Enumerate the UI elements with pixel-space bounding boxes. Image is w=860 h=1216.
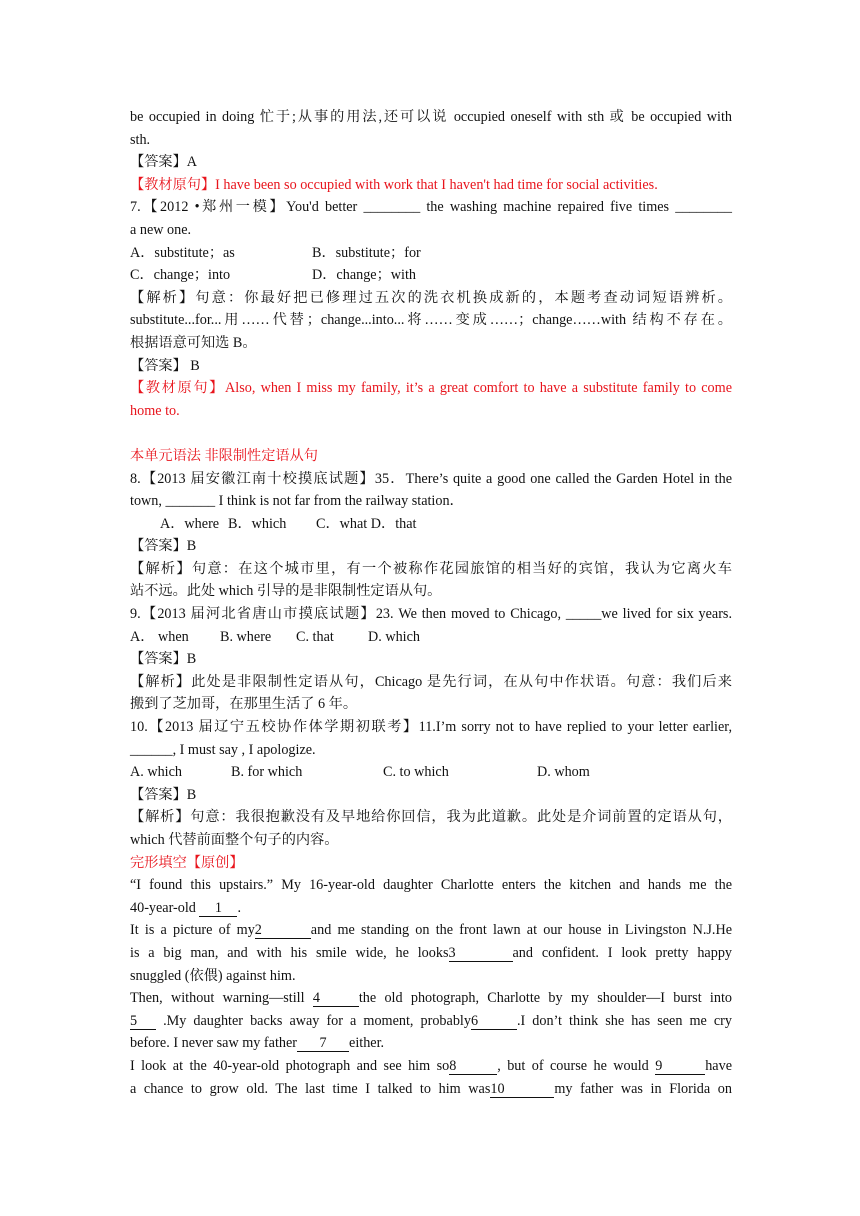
q8-options xyxy=(130,513,732,536)
cloze-text: . xyxy=(237,899,241,916)
section-heading: 完形填空【原创】 xyxy=(130,854,244,871)
question-7-cont: a new one. xyxy=(130,221,192,238)
option-a: A． when xyxy=(130,628,189,645)
option-c: C．change；into xyxy=(130,267,231,284)
question-8-cont: town, _______ I think is not far from the railway station． xyxy=(130,493,464,510)
cloze-blank: 10 xyxy=(490,1081,554,1098)
blank-line xyxy=(130,422,732,445)
cloze-line xyxy=(130,1055,732,1078)
cloze-line xyxy=(130,919,732,942)
analysis-line: 根据语意可知选 B。 xyxy=(130,334,257,351)
cloze-line xyxy=(130,965,732,988)
section-heading: 本单元语法 非限制性定语从句 xyxy=(130,447,318,464)
answer-line: 【答案】A xyxy=(130,154,197,171)
analysis-line: 【解析】句意：在这个城市里，有一个被称作花园旅馆的相当好的宾馆，我认为它离火车 xyxy=(130,560,732,577)
option-a: A. which xyxy=(130,764,183,781)
analysis-line: which 代替前面整个句子的内容。 xyxy=(130,832,339,848)
option-b: B．substitute；for xyxy=(312,244,421,261)
option-d: D. which xyxy=(368,628,421,645)
option-d: D. whom xyxy=(537,764,590,781)
option-a: A．where xyxy=(160,515,220,532)
option-c: C. to which xyxy=(383,764,449,781)
cloze-text: It is a picture of my xyxy=(130,922,255,939)
text-line: sth. xyxy=(130,131,151,148)
cloze-blank: 2 xyxy=(255,922,311,939)
option-b: B. for which xyxy=(231,764,303,781)
cloze-text: my father was in Florida on xyxy=(554,1080,732,1097)
option-b: B. where xyxy=(220,628,272,645)
cloze-text: the old photograph, Charlotte by my shoulder—I burst into xyxy=(358,990,732,1007)
question-10-cont: ______, I must say , I apologize. xyxy=(130,741,316,758)
cloze-text: and confident. I look pretty happy xyxy=(512,944,733,961)
analysis-line: 搬到了芝加哥，在那里生活了 6 年。 xyxy=(130,696,358,713)
cloze-line xyxy=(130,897,732,920)
textbook-original-line: 【教材原句】Also, when I miss my family, it’s a great comfort to have a substitute family to come xyxy=(130,380,732,397)
text-line: be occupied in doing 忙于;从事的用法,还可以说 occupied oneself with sth 或 be occupied with xyxy=(130,109,732,125)
cloze-text: either. xyxy=(349,1035,385,1052)
cloze-text: snuggled (依偎) against him. xyxy=(130,967,296,984)
cloze-blank: 6 xyxy=(471,1013,517,1030)
q7-options-row-1 xyxy=(130,242,732,265)
cloze-text: is a big man, and with his smile wide, he looks xyxy=(130,944,449,961)
document-page xyxy=(130,106,732,1100)
cloze-blank: 9 xyxy=(655,1058,705,1075)
cloze-blank: 7 xyxy=(297,1035,349,1052)
question-9: 9.【2013 届河北省唐山市摸底试题】23. We then moved to Chicago, _____we lived for six years. xyxy=(130,606,732,623)
cloze-text: I look at the 40-year-old photograph and see him so xyxy=(130,1057,450,1074)
textbook-original-line: 【教材原句】I have been so occupied with work that I haven't had time for social activities. xyxy=(130,176,658,193)
option-b: B．which xyxy=(228,515,287,532)
cloze-text: Then, without warning—still xyxy=(130,990,313,1007)
cloze-text: .My daughter backs away for a moment, probably xyxy=(156,1012,471,1029)
option-c: C. that xyxy=(296,628,334,645)
analysis-line: substitute...for...用……代替；change...into...将……变成……；change……with 结构不存在。 xyxy=(130,312,732,329)
cloze-line xyxy=(130,874,732,897)
q7-options-row-2 xyxy=(130,264,732,287)
question-10: 10.【2013 届辽宁五校协作体学期初联考】11.I’m sorry not to have replied to your letter earlier, xyxy=(130,719,732,736)
analysis-line: 【解析】此处是非限制性定语从句，Chicago 是先行词，在从句中作状语。句意：我们后来 xyxy=(130,673,732,690)
answer-line: 【答案】B xyxy=(130,651,197,668)
option-d: D．change；with xyxy=(312,267,417,284)
question-8: 8.【2013 届安徽江南十校摸底试题】35．There’s quite a good one called the Garden Hotel in the xyxy=(130,470,732,487)
analysis-line: 站不远。此处 which 引导的是非限制性定语从句。 xyxy=(130,583,442,600)
cloze-blank: 4 xyxy=(313,990,359,1007)
q10-options xyxy=(130,761,732,784)
cloze-text: before. I never saw my father xyxy=(130,1035,298,1052)
answer-line: 【答案】 B xyxy=(130,357,200,374)
cloze-text: “I found this upstairs.” My 16-year-old daughter Charlotte enters the kitchen and hands me the xyxy=(130,877,732,894)
cloze-line xyxy=(130,1032,732,1055)
cloze-text: 40-year-old xyxy=(130,899,200,916)
cloze-blank: 5 xyxy=(130,1013,156,1030)
cloze-blank: 1 xyxy=(199,900,237,917)
option-c-d: C．what D．that xyxy=(316,515,417,532)
cloze-blank: 8 xyxy=(449,1058,497,1075)
cloze-text: , but of course he would xyxy=(497,1057,656,1074)
cloze-line xyxy=(130,1010,732,1033)
cloze-text: a chance to grow old. The last time I talked to him was xyxy=(130,1080,491,1097)
analysis-line: 【解析】句意：你最好把已修理过五次的洗衣机换成新的，本题考查动词短语辨析。 xyxy=(130,289,732,306)
cloze-text: .I don’t think she has seen me cry xyxy=(516,1012,732,1029)
cloze-line xyxy=(130,987,732,1010)
cloze-blank: 3 xyxy=(449,945,513,962)
question-7: 7.【2012 •郑州一模】You'd better ________ the washing machine repaired five times ________ xyxy=(130,199,732,216)
cloze-line xyxy=(130,942,732,965)
cloze-text: have xyxy=(705,1057,732,1074)
cloze-text: and me standing on the front lawn at our house in Livingston N.J.He xyxy=(310,922,732,939)
option-a: A．substitute；as xyxy=(130,244,235,261)
answer-line: 【答案】B xyxy=(130,538,197,555)
answer-line: 【答案】B xyxy=(130,786,197,803)
cloze-line xyxy=(130,1078,732,1101)
q9-options xyxy=(130,626,732,649)
textbook-original-line: home to. xyxy=(130,402,180,419)
analysis-line: 【解析】句意：我很抱歉没有及早地给你回信，我为此道歉。此处是介词前置的定语从句， xyxy=(130,809,732,826)
